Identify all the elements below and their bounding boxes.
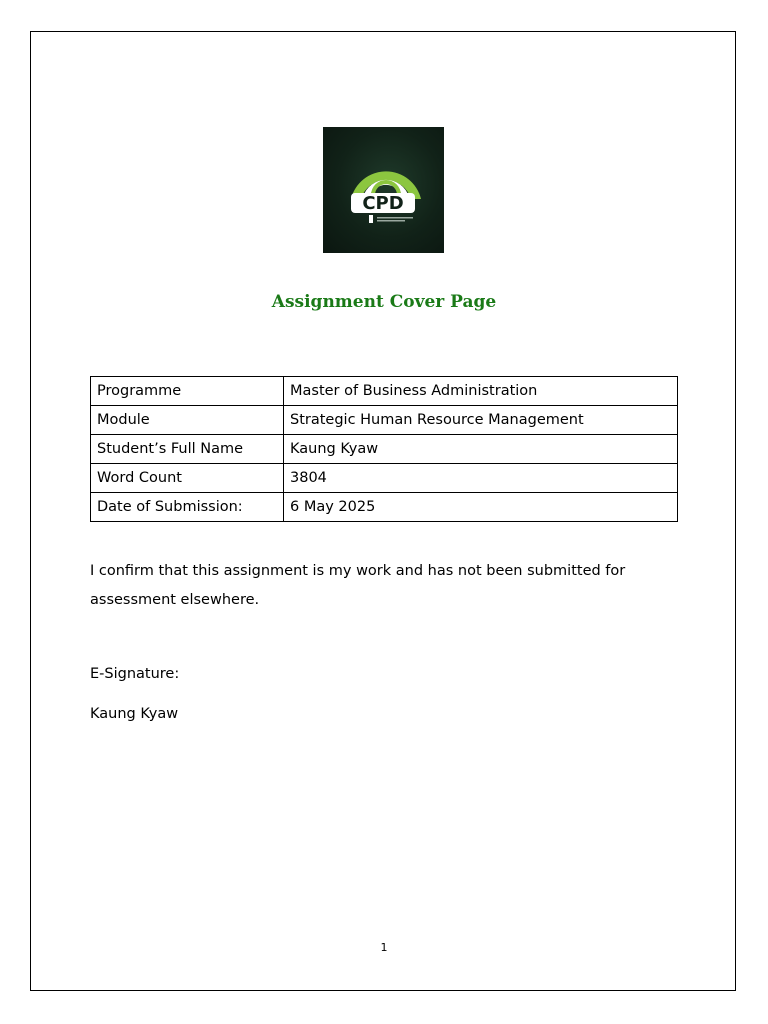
- detail-label-student-name: Student’s Full Name: [91, 435, 284, 464]
- table-row: [91, 435, 678, 464]
- detail-label-module: Module: [91, 406, 284, 435]
- declaration-text: I confirm that this assignment is my work and has not been submitted for assessment elsewhere.: [90, 563, 626, 608]
- page-number: 1: [380, 941, 388, 954]
- detail-label-programme: Programme: [91, 377, 284, 406]
- signature-label: E-Signature:: [90, 666, 180, 682]
- page-title: Assignment Cover Page: [271, 292, 497, 312]
- cpd-logo: [323, 127, 444, 253]
- detail-value-submission-date: 6 May 2025: [284, 493, 678, 522]
- detail-label-word-count: Word Count: [91, 464, 284, 493]
- table-row: [91, 377, 678, 406]
- detail-value-word-count: 3804: [284, 464, 678, 493]
- signature-name: Kaung Kyaw: [90, 706, 179, 722]
- detail-value-module: Strategic Human Resource Management: [284, 406, 678, 435]
- table-row: [91, 464, 678, 493]
- detail-label-submission-date: Date of Submission:: [91, 493, 284, 522]
- detail-value-student-name: Kaung Kyaw: [284, 435, 678, 464]
- svg-text:CPD: CPD: [362, 193, 404, 214]
- table-row: [91, 493, 678, 522]
- table-row: [91, 406, 678, 435]
- detail-value-programme: Master of Business Administration: [284, 377, 678, 406]
- assignment-details-table: [90, 376, 678, 522]
- cpd-logo-icon: [323, 127, 444, 253]
